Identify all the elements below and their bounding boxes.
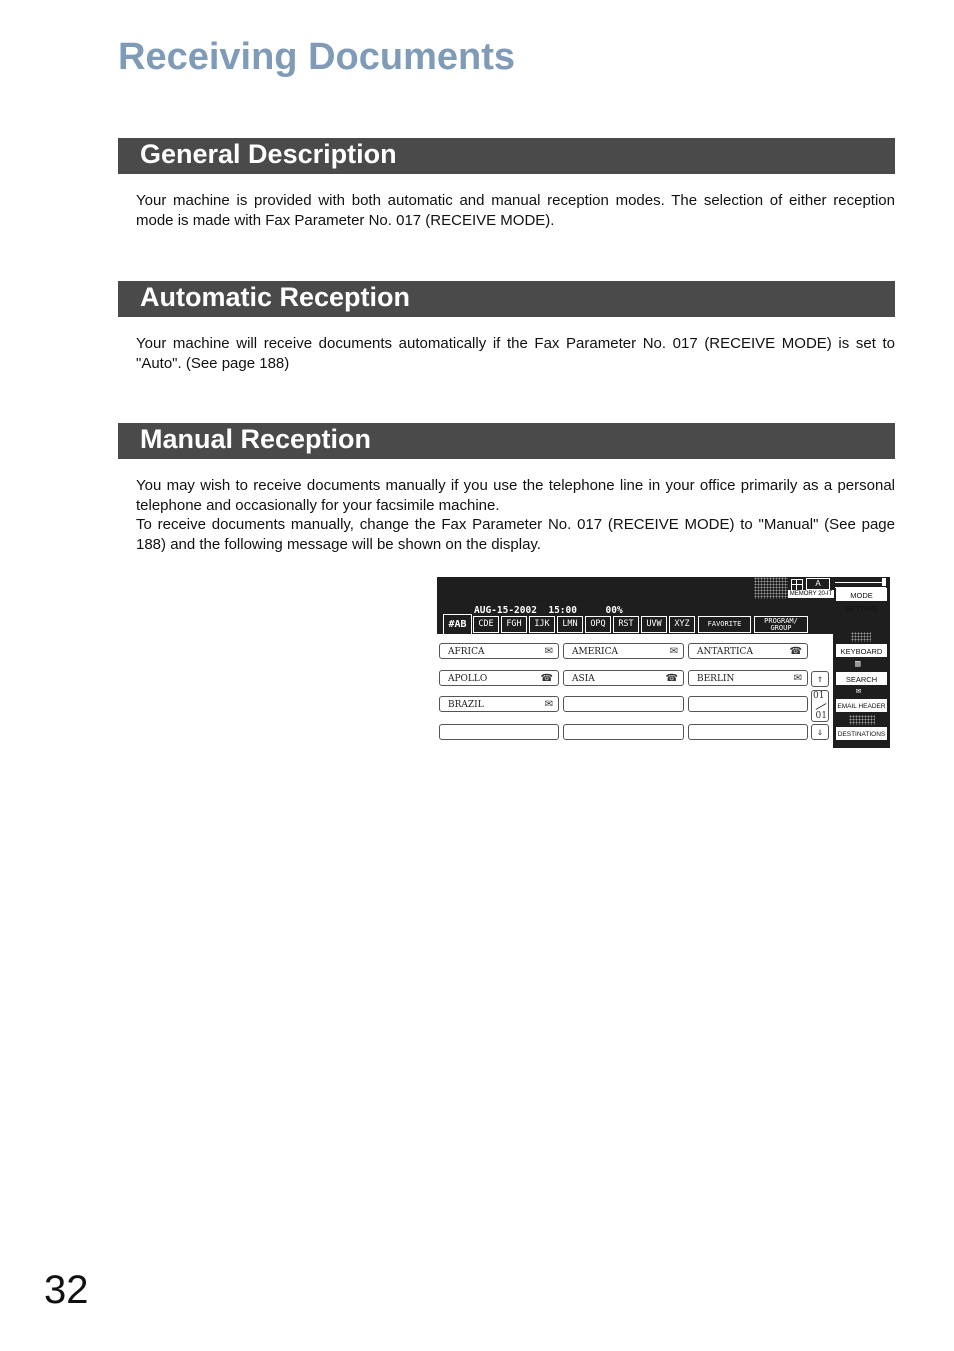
display-texture [851, 632, 871, 642]
phone-icon: ☎ [789, 646, 802, 657]
page-total: 01 [815, 711, 827, 721]
search-button[interactable]: SEARCH [836, 672, 887, 685]
paragraph: You may wish to receive documents manually if you use the telephone line in your office primarily as a personal telephone and occasionally for your facsimile machine. [136, 477, 895, 514]
destination-name: ASIA [572, 674, 595, 684]
mode-setting-button[interactable]: MODE SETTING [836, 588, 887, 601]
destination-empty-slot[interactable] [688, 696, 808, 712]
phone-icon: ☎ [540, 673, 553, 684]
destination-apollo[interactable] [439, 670, 559, 686]
tab-uvw[interactable]: UVW [641, 616, 667, 633]
envelope-icon: ✉ [544, 646, 553, 657]
envelope-icon: ✉ [669, 646, 678, 657]
email-header-button[interactable]: EMAIL HEADER [836, 699, 887, 712]
destination-name: ANTARTICA [697, 647, 753, 657]
arrow-down-icon: ⇓ [816, 727, 824, 738]
destination-africa[interactable] [439, 643, 559, 659]
destination-brazil[interactable] [439, 696, 559, 712]
slash-divider [816, 703, 827, 710]
tab-cde[interactable]: CDE [473, 616, 499, 633]
book-icon: ▥ [855, 659, 861, 669]
section-header-general-description [118, 138, 895, 174]
destination-berlin[interactable] [688, 670, 808, 686]
automatic-reception-text [136, 334, 895, 373]
scroll-down-button[interactable] [811, 724, 829, 740]
tab-lmn[interactable]: LMN [557, 616, 583, 633]
page-number: 32 [44, 1268, 89, 1312]
paragraph: Your machine will receive documents automatically if the Fax Parameter No. 017 (RECEIVE MODE) is set to "Auto". (See page 188) [136, 335, 895, 372]
destination-name: AFRICA [448, 647, 485, 657]
status-datetime: AUG-15-2002 15:00 00% [474, 605, 623, 616]
paragraph: Your machine is provided with both automatic and manual reception modes. The selection of either reception mode is made with Fax Parameter No. 017 (RECEIVE MODE). [136, 192, 895, 229]
keyboard-button[interactable]: KEYBOARD [836, 644, 887, 657]
page-counter [811, 690, 829, 722]
manual-reception-text [136, 476, 895, 554]
fax-display-panel [437, 577, 890, 748]
scroll-up-button[interactable] [811, 671, 829, 687]
memory-label: MEMORY 20-IT [789, 591, 833, 597]
tab-program-group[interactable]: PROGRAM/ GROUP [754, 616, 808, 633]
destination-name: AMERICA [572, 647, 619, 657]
arrow-up-icon: ⇑ [816, 674, 824, 685]
destination-empty-slot[interactable] [439, 724, 559, 740]
section-header-automatic-reception [118, 281, 895, 317]
tab-opq[interactable]: OPQ [585, 616, 611, 633]
paragraph: To receive documents manually, change the Fax Parameter No. 017 (RECEIVE MODE) to "Manual" (See page 188) and the following message will be shown on the display. [136, 516, 895, 553]
destination-empty-slot[interactable] [563, 696, 684, 712]
destination-name: BRAZIL [448, 700, 484, 710]
section-heading: Automatic Reception [140, 282, 411, 312]
destination-empty-slot[interactable] [688, 724, 808, 740]
general-description-text [136, 191, 895, 230]
destinations-button[interactable]: DESTINATIONS [836, 727, 887, 740]
tab-favorite[interactable]: FAVORITE [698, 616, 751, 633]
envelope-icon: ✉ [856, 686, 862, 696]
a-indicator-icon: A [806, 578, 830, 590]
section-heading: General Description [140, 139, 397, 169]
tab-ijk[interactable]: IJK [529, 616, 555, 633]
display-texture [754, 577, 788, 599]
tab-xyz[interactable]: XYZ [669, 616, 695, 633]
phone-icon: ☎ [665, 673, 678, 684]
memory-meter-icon [835, 578, 886, 588]
page-current: 01 [813, 691, 825, 701]
envelope-icon: ✉ [544, 699, 553, 710]
tab-fgh[interactable]: FGH [501, 616, 527, 633]
page-title: Receiving Documents [118, 36, 515, 78]
section-heading: Manual Reception [140, 424, 372, 454]
destination-america[interactable] [563, 643, 684, 659]
envelope-icon: ✉ [793, 673, 802, 684]
destination-asia[interactable] [563, 670, 684, 686]
section-header-manual-reception [118, 423, 895, 459]
destination-name: APOLLO [448, 674, 488, 684]
display-texture [849, 715, 875, 725]
tab-rst[interactable]: RST [613, 616, 639, 633]
destination-name: BERLIN [697, 674, 735, 684]
tab-ab[interactable]: #AB [443, 614, 472, 635]
destination-empty-slot[interactable] [563, 724, 684, 740]
destination-antartica[interactable] [688, 643, 808, 659]
